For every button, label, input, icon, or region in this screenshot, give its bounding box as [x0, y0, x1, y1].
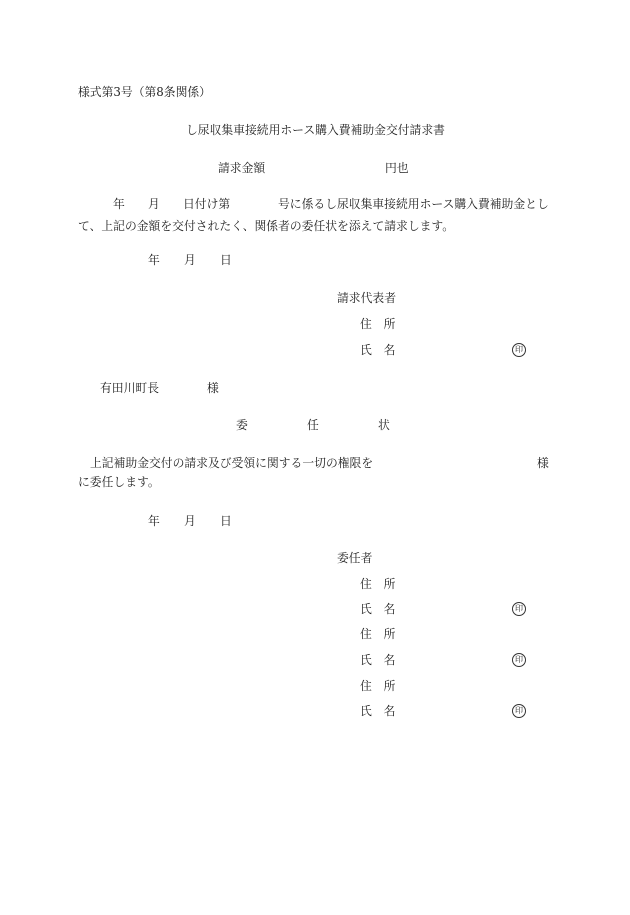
delegator-3-name-label: 氏 名	[360, 704, 396, 718]
request-line2-text: て、上記の金額を交付されたく、関係者の委任状を添えて請求します。	[78, 219, 455, 233]
proxy-line1-text: 上記補助金交付の請求及び受領に関する一切の権限を	[90, 456, 374, 470]
seal-mark	[512, 653, 526, 667]
seal-text: 印	[515, 706, 523, 715]
amount-unit: 円也	[385, 161, 409, 175]
seal-mark	[512, 704, 526, 718]
delegator-label: 委任者	[337, 551, 373, 565]
representative-name-label: 氏 名	[360, 343, 396, 357]
proxy-date-day: 日	[220, 514, 232, 528]
request-date-year: 年	[148, 253, 160, 267]
addressee-name: 有田川町長	[100, 381, 159, 395]
document-title: し尿収集車接続用ホース購入費補助金交付請求書	[186, 123, 445, 137]
amount-label: 請求金額	[218, 161, 266, 175]
seal-text: 印	[515, 345, 523, 354]
delegator-1-name-label: 氏 名	[360, 602, 396, 616]
proxy-date-year: 年	[148, 514, 160, 528]
proxy-line2-text: に委任します。	[78, 475, 160, 489]
proxy-title-char-3: 状	[378, 418, 390, 432]
request-month: 月	[148, 197, 160, 211]
proxy-honorific: 様	[537, 456, 549, 470]
request-line1-text: 号に係るし尿収集車接続用ホース購入費補助金とし	[278, 197, 549, 211]
representative-address-label: 住 所	[360, 317, 396, 331]
form-number: 様式第3号（第8条関係）	[78, 85, 211, 99]
delegator-2-address-label: 住 所	[360, 627, 396, 641]
seal-mark	[512, 343, 526, 357]
seal-text: 印	[515, 655, 523, 664]
proxy-title-char-1: 委	[236, 418, 248, 432]
request-date-number: 日付け第	[183, 197, 231, 211]
addressee-honorific: 様	[207, 381, 219, 395]
delegator-3-address-label: 住 所	[360, 679, 396, 693]
representative-label: 請求代表者	[337, 291, 396, 305]
delegator-2-name-label: 氏 名	[360, 653, 396, 667]
delegator-1-address-label: 住 所	[360, 577, 396, 591]
proxy-date-month: 月	[184, 514, 196, 528]
seal-text: 印	[515, 604, 523, 613]
request-year: 年	[113, 197, 125, 211]
seal-mark	[512, 602, 526, 616]
request-date-month: 月	[184, 253, 196, 267]
proxy-title-char-2: 任	[307, 418, 319, 432]
request-date-day: 日	[220, 253, 232, 267]
